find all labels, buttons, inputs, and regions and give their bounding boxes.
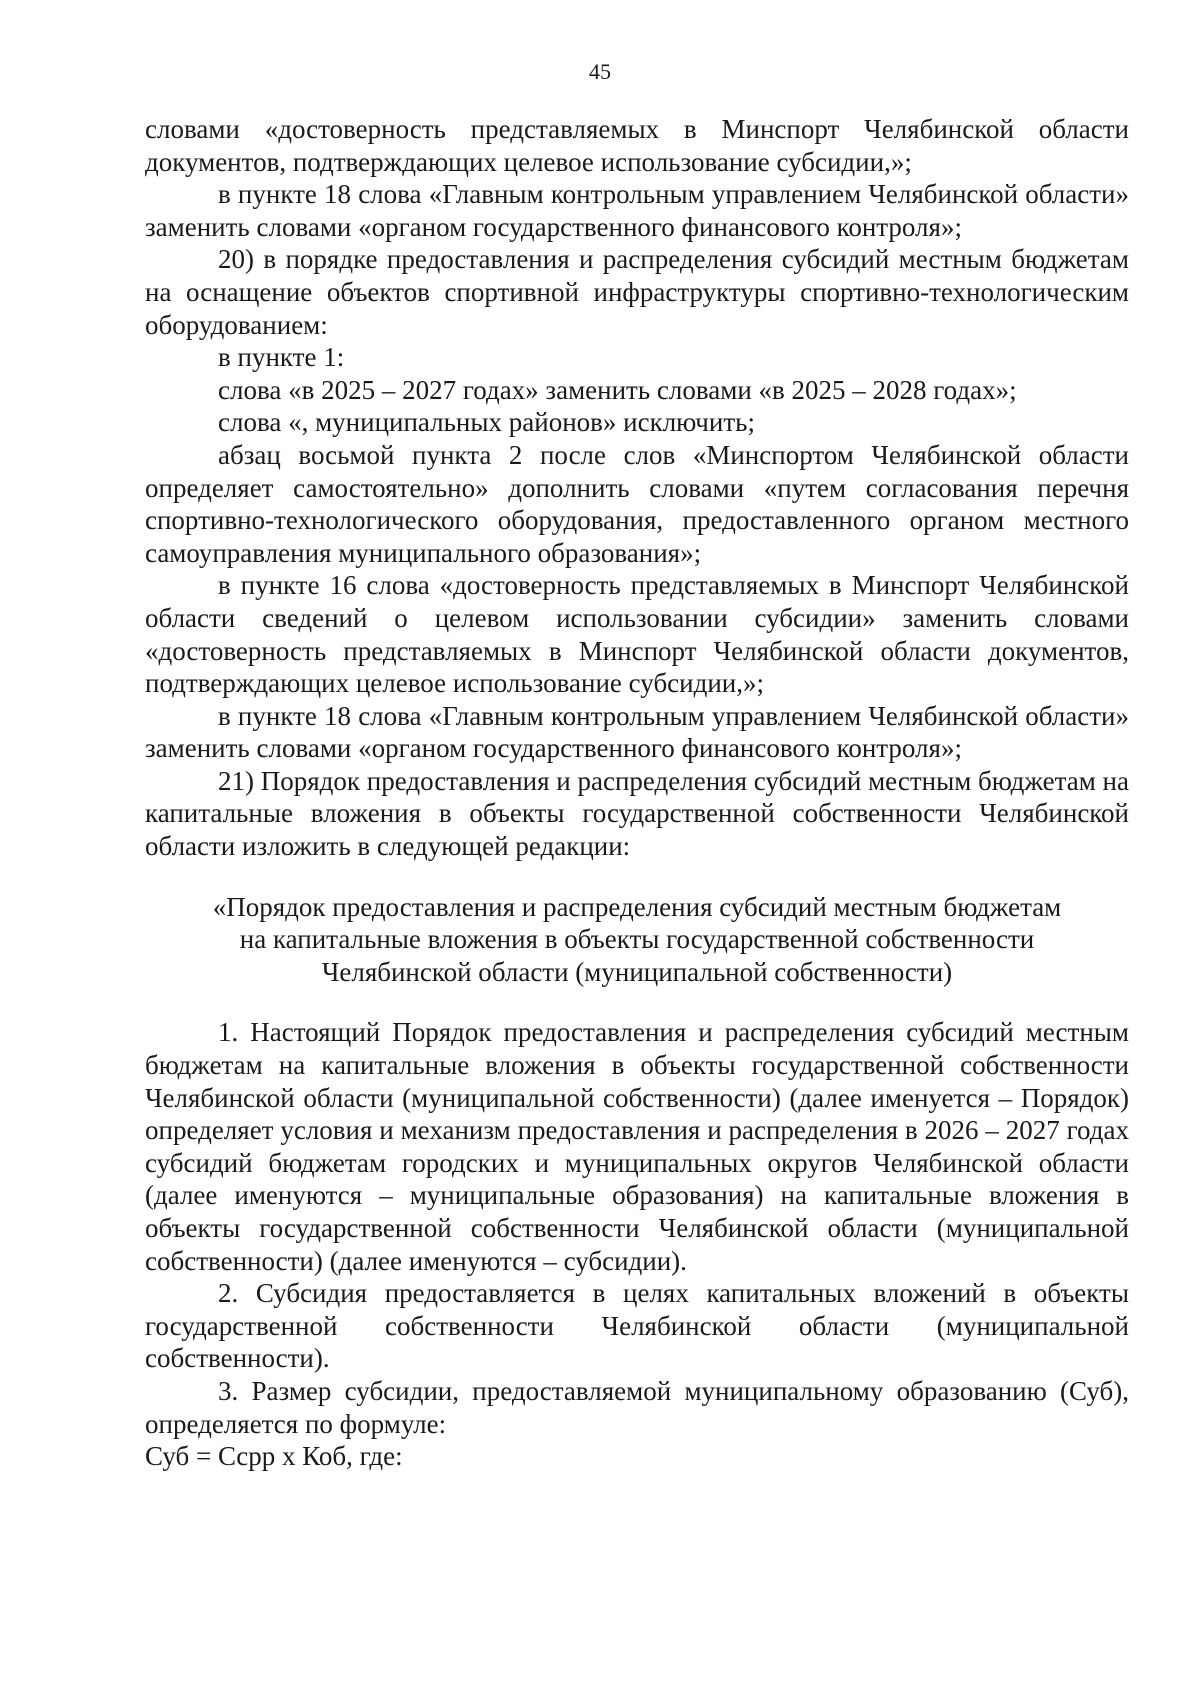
heading-line: на капитальные вложения в объекты государственной собственности — [239, 924, 1035, 955]
paragraph: в пункте 16 слова «достоверность представляемых в Минспорт Челябинской области сведений о целевом использовании субсидии» заменить словами «достоверность представляемых в Минспорт Челябинской области документов, подтверждающих целевое использование субсидии,»; — [145, 570, 1129, 699]
paragraph: слова «в 2025 – 2027 годах» заменить словами «в 2025 – 2028 годах»; — [218, 374, 1017, 405]
heading-line: «Порядок предоставления и распределения субсидий местным бюджетам — [212, 891, 1062, 922]
section-heading — [145, 863, 1129, 1017]
paragraph: 21) Порядок предоставления и распределения субсидий местным бюджетам на капитальные вложения в объекты государственной собственности Челябинской области изложить в следующей редакции: — [145, 765, 1129, 862]
paragraph: в пункте 1: — [218, 342, 345, 373]
paragraph: 20) в порядке предоставления и распределения субсидий местным бюджетам на оснащение объектов спортивной инфраструктуры спортивно-технологическим оборудованием: — [145, 244, 1129, 340]
paragraph: 2. Субсидия предоставляется в целях капитальных вложений в объекты государственной собственности Челябинской области (муниципальной собственности). — [145, 1278, 1129, 1374]
heading-line: Челябинской области (муниципальной собственности) — [321, 956, 953, 987]
paragraph: в пункте 18 слова «Главным контрольным управлением Челябинской области» заменить словами «органом государственного финансового контроля»; — [145, 179, 1129, 242]
page-number: 45 — [589, 59, 611, 84]
paragraph: абзац восьмой пункта 2 после слов «Минспортом Челябинской области определяет самостоятельно» дополнить словами «путем согласования перечня спортивно-технологического оборудования, предоставленного органом местного самоуправления муниципального образования»; — [145, 439, 1129, 568]
formula: Суб = Ссрр х Коб, где: — [145, 1441, 403, 1472]
paragraph: 1. Настоящий Порядок предоставления и распределения субсидий местным бюджетам на капитальные вложения в объекты государственной собственности Челябинской области (муниципальной собственности) (далее именуется – Порядок) определяет условия и механизм предоставления и распределения в 2026 – 2027 годах субсидий бюджетам городских и муниципальных округов Челябинской области (далее именуются – муниципальные образования) на капитальные вложения в объекты государственной собственности Челябинской области (муниципальной собственности) (далее именуются – субсидии). — [145, 1017, 1129, 1276]
document-body — [145, 113, 1129, 1473]
paragraph: слова «, муниципальных районов» исключить; — [218, 407, 755, 438]
paragraph: 3. Размер субсидии, предоставляемой муниципальному образованию (Суб), определяется по формуле: — [145, 1375, 1129, 1439]
paragraph: словами «достоверность представляемых в Минспорт Челябинской области документов, подтверждающих целевое использование субсидии,»; — [145, 114, 1129, 177]
paragraph: в пункте 18 слова «Главным контрольным управлением Челябинской области» заменить словами «органом государственного финансового контроля»; — [145, 700, 1129, 764]
